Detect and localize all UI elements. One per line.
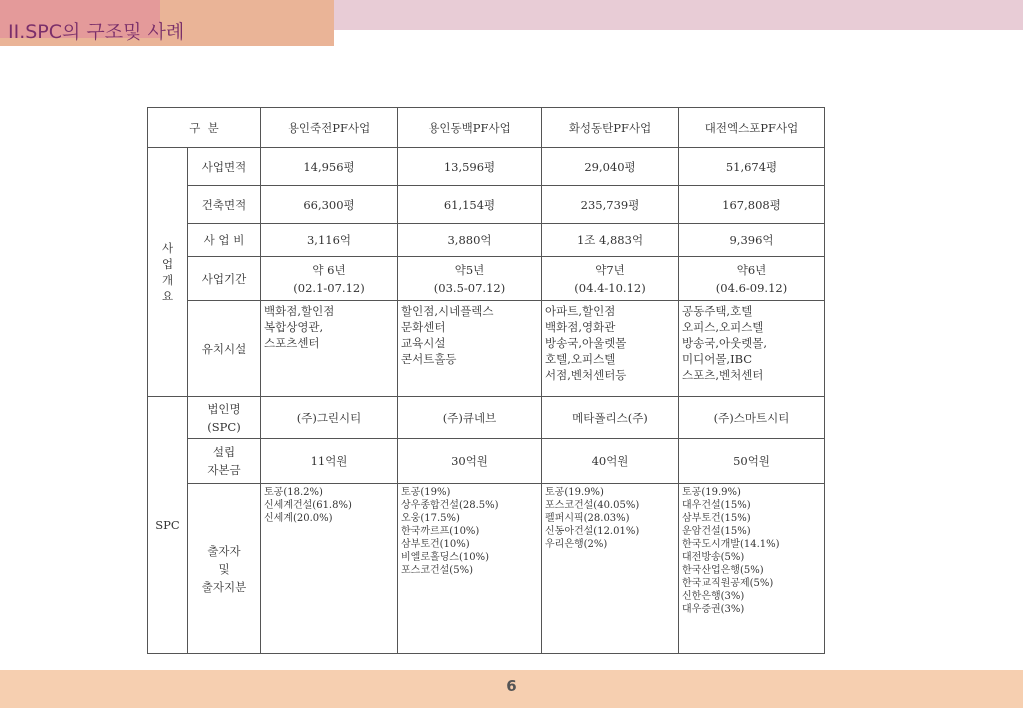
table-cell: 235,739평 [542, 186, 679, 224]
table-cell: 약7년 (04.4-10.12) [542, 257, 679, 301]
table-cell: 약 6년 (02.1-07.12) [261, 257, 398, 301]
table-cell: 30억원 [398, 439, 542, 484]
table-header-row [148, 108, 825, 148]
table-cell: 1조 4,883억 [542, 224, 679, 257]
table-cell: 167,808평 [679, 186, 825, 224]
table-cell: 아파트,할인점 백화점,영화관 방송국,아울렛몰 호텔,오피스텔 서점,벤처센터등 [542, 301, 679, 397]
slide-title: II.SPC의 구조및 사례 [8, 21, 185, 43]
row-label: 건축면적 [188, 186, 261, 224]
table-cell: 61,154평 [398, 186, 542, 224]
table-row [148, 439, 825, 484]
table-cell: (주)그린시티 [261, 397, 398, 439]
table-cell: 약6년 (04.6-09.12) [679, 257, 825, 301]
row-label: 출자자 및 출자지분 [188, 484, 261, 654]
row-label: 유치시설 [188, 301, 261, 397]
table-cell: 할인점,시네플렉스 문화센터 교육시설 콘서트홀등 [398, 301, 542, 397]
row-label: 사업면적 [188, 148, 261, 186]
header-project-hwaseong-dongtan: 화성동탄PF사업 [542, 108, 679, 148]
header-project-yongin-dongbaek: 용인동백PF사업 [398, 108, 542, 148]
table-cell: 14,956평 [261, 148, 398, 186]
row-label: 사업기간 [188, 257, 261, 301]
table-row [148, 224, 825, 257]
table-row [148, 397, 825, 439]
table-cell: 토공(19.9%) 포스코건설(40.05%) 펠퍼시픽(28.03%) 신동아건설(12.01%) 우리은행(2%) [542, 484, 679, 654]
table-cell: (주)스마트시티 [679, 397, 825, 439]
table-cell: 3,116억 [261, 224, 398, 257]
header-category: 구 분 [148, 108, 261, 148]
page-number: 6 [506, 677, 517, 695]
table-cell: 11억원 [261, 439, 398, 484]
row-label: 법인명 (SPC) [188, 397, 261, 439]
table-row [148, 484, 825, 654]
table-cell: (주)큐네브 [398, 397, 542, 439]
table-cell: 13,596평 [398, 148, 542, 186]
table-cell: 40억원 [542, 439, 679, 484]
spc-case-table [147, 107, 825, 654]
table-row [148, 148, 825, 186]
table-cell: 29,040평 [542, 148, 679, 186]
group-label-spc: SPC [148, 397, 188, 654]
table-cell: 3,880억 [398, 224, 542, 257]
table-cell: 토공(19%) 상우종합건설(28.5%) 오웅(17.5%) 한국까르프(10%) 삼부토건(10%) 비엘로홀딩스(10%) 포스코건설(5%) [398, 484, 542, 654]
table-cell: 약5년 (03.5-07.12) [398, 257, 542, 301]
table-cell: 메타폴리스(주) [542, 397, 679, 439]
header-project-daejeon-expo: 대전엑스포PF사업 [679, 108, 825, 148]
table-cell: 51,674평 [679, 148, 825, 186]
table-cell: 9,396억 [679, 224, 825, 257]
group-label-overview: 사 업 개 요 [148, 148, 188, 397]
table-cell: 토공(19.9%) 대우건설(15%) 삼부토건(15%) 운암건설(15%) 한국도시개발(14.1%) 대전방송(5%) 한국산업은행(5%) 한국교직원공제(5%) 신한은행(3%) 대우증권(3%) [679, 484, 825, 654]
table-cell: 공동주택,호텔 오피스,오피스텔 방송국,아웃렛몰, 미디어몰,IBC 스포츠,벤처센터 [679, 301, 825, 397]
table-row [148, 301, 825, 397]
table-cell: 백화점,할인점 복합상영관, 스포츠센터 [261, 301, 398, 397]
table-row [148, 186, 825, 224]
table-row [148, 257, 825, 301]
table-cell: 토공(18.2%) 신세계건설(61.8%) 신세계(20.0%) [261, 484, 398, 654]
row-label: 사 업 비 [188, 224, 261, 257]
table-cell: 66,300평 [261, 186, 398, 224]
row-label: 설립 자본금 [188, 439, 261, 484]
header-project-yongin-jukjeon: 용인죽전PF사업 [261, 108, 398, 148]
table-cell: 50억원 [679, 439, 825, 484]
